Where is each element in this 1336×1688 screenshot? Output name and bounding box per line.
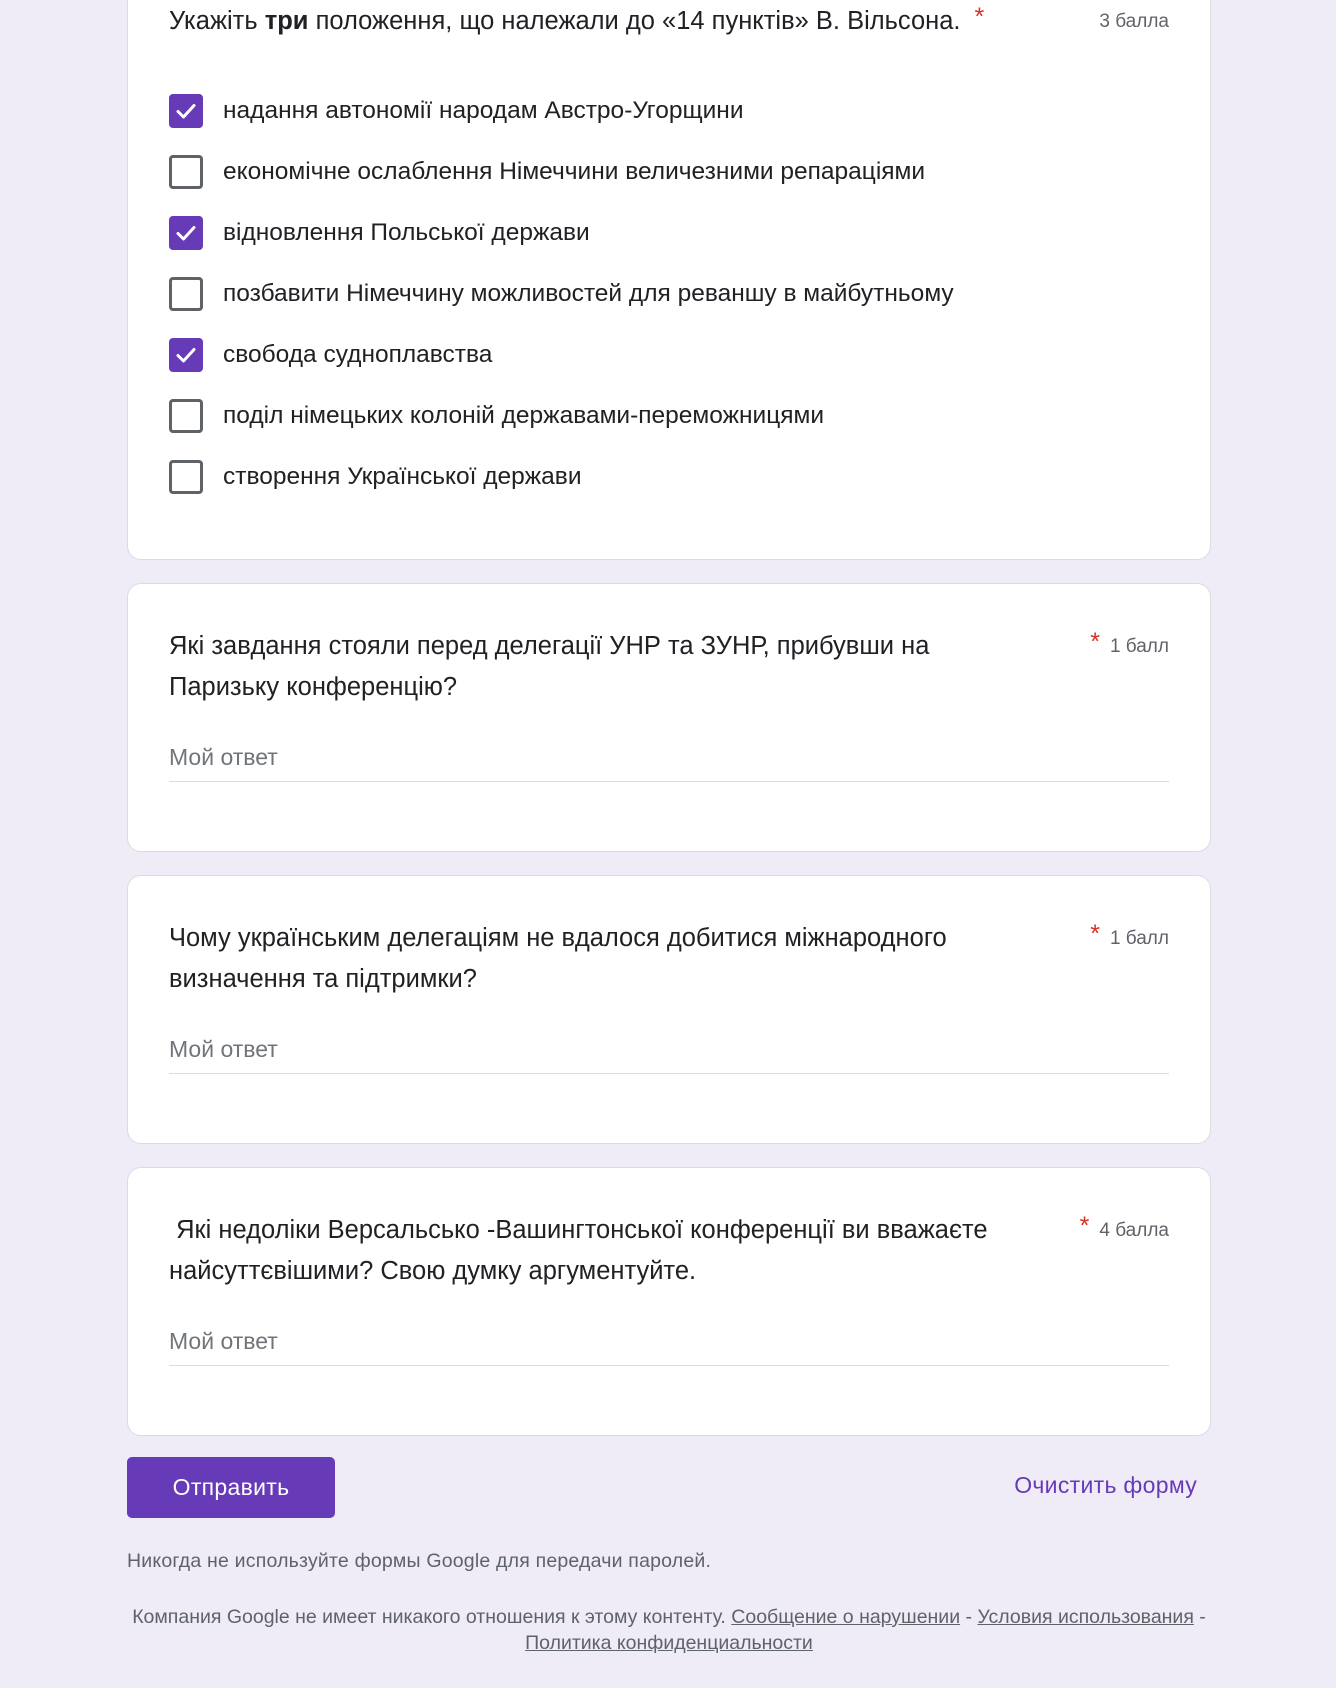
answer-input[interactable] <box>169 734 1169 782</box>
question-title: Які недоліки Версальсько -Вашингтонської конференції ви вважаєте найсуттєвішими? Свою думку аргументуйте. <box>169 1216 995 1285</box>
option-label: поділ німецьких колоній державами-переможницями <box>223 401 825 429</box>
option-label: економічне ослаблення Німеччини величезними репараціями <box>223 157 926 185</box>
checkbox-unchecked[interactable] <box>169 399 203 433</box>
separator: - <box>960 1606 978 1628</box>
points-label: 3 балла <box>1099 11 1169 32</box>
checkbox-option[interactable] <box>169 324 1169 385</box>
checkbox-checked[interactable] <box>169 216 203 250</box>
disclaimer <box>127 1604 1211 1656</box>
separator: - <box>1193 1606 1206 1628</box>
checkbox-unchecked[interactable] <box>169 460 203 494</box>
question-card-2 <box>127 583 1211 852</box>
question-header <box>169 1 1169 42</box>
checkmark-icon <box>174 99 198 123</box>
clear-form-link[interactable]: Очистить форму <box>1014 1472 1197 1498</box>
report-abuse-link[interactable]: Сообщение о нарушении <box>731 1606 961 1628</box>
checkbox-unchecked[interactable] <box>169 277 203 311</box>
question-card-4 <box>127 1167 1211 1436</box>
question-title-part: положення, що належали до «14 пунктів» В. Вільсона. <box>308 7 961 35</box>
question-title: Чому українським делегаціям не вдалося добитися міжнародного визначення та підтримки? <box>169 924 947 993</box>
question-title <box>169 1 961 42</box>
question-title: Які завдання стояли перед делегації УНР та ЗУНР, прибувши на Паризьку конференцію? <box>169 632 930 701</box>
checkmark-icon <box>174 221 198 245</box>
required-asterisk: * <box>1090 628 1100 656</box>
option-label: відновлення Польської держави <box>223 218 590 246</box>
privacy-link[interactable]: Политика конфиденциальности <box>525 1632 813 1654</box>
checkbox-option[interactable] <box>169 385 1169 446</box>
required-asterisk: * <box>1090 920 1100 948</box>
checkbox-option[interactable] <box>169 141 1169 202</box>
option-label: надання автономії народам Австро-Угорщини <box>223 96 744 124</box>
disclaimer-text: Компания Google не имеет никакого отношения к этому контенту. <box>132 1606 732 1628</box>
question-title-part: Укажіть <box>169 7 265 35</box>
checkbox-checked[interactable] <box>169 338 203 372</box>
checkmark-icon <box>174 343 198 367</box>
points-label: 4 балла <box>1099 1220 1169 1241</box>
question-header <box>169 918 1169 1000</box>
question-header <box>169 626 1169 708</box>
submit-button[interactable]: Отправить <box>127 1457 335 1518</box>
option-label: створення Української держави <box>223 462 582 490</box>
checkbox-options <box>169 80 1169 507</box>
question-card-1 <box>127 0 1211 560</box>
required-asterisk: * <box>974 3 985 31</box>
checkbox-checked[interactable] <box>169 94 203 128</box>
checkbox-option[interactable] <box>169 80 1169 141</box>
password-warning: Никогда не используйте формы Google для передачи паролей. <box>127 1550 712 1572</box>
checkbox-option[interactable] <box>169 446 1169 507</box>
question-title-bold: три <box>264 7 309 35</box>
points-label: 1 балл <box>1109 636 1169 657</box>
question-card-3 <box>127 875 1211 1144</box>
question-header <box>169 1210 1169 1292</box>
checkbox-unchecked[interactable] <box>169 155 203 189</box>
option-label: свобода судноплавства <box>223 340 493 368</box>
checkbox-option[interactable] <box>169 202 1169 263</box>
points-label: 1 балл <box>1109 928 1169 949</box>
checkbox-option[interactable] <box>169 263 1169 324</box>
answer-input[interactable] <box>169 1026 1169 1074</box>
answer-input[interactable] <box>169 1318 1169 1366</box>
question-title-wrap <box>169 1 1045 42</box>
option-label: позбавити Німеччину можливостей для реваншу в майбутньому <box>223 279 954 307</box>
terms-link[interactable]: Условия использования <box>977 1606 1194 1628</box>
required-asterisk: * <box>1079 1212 1090 1240</box>
